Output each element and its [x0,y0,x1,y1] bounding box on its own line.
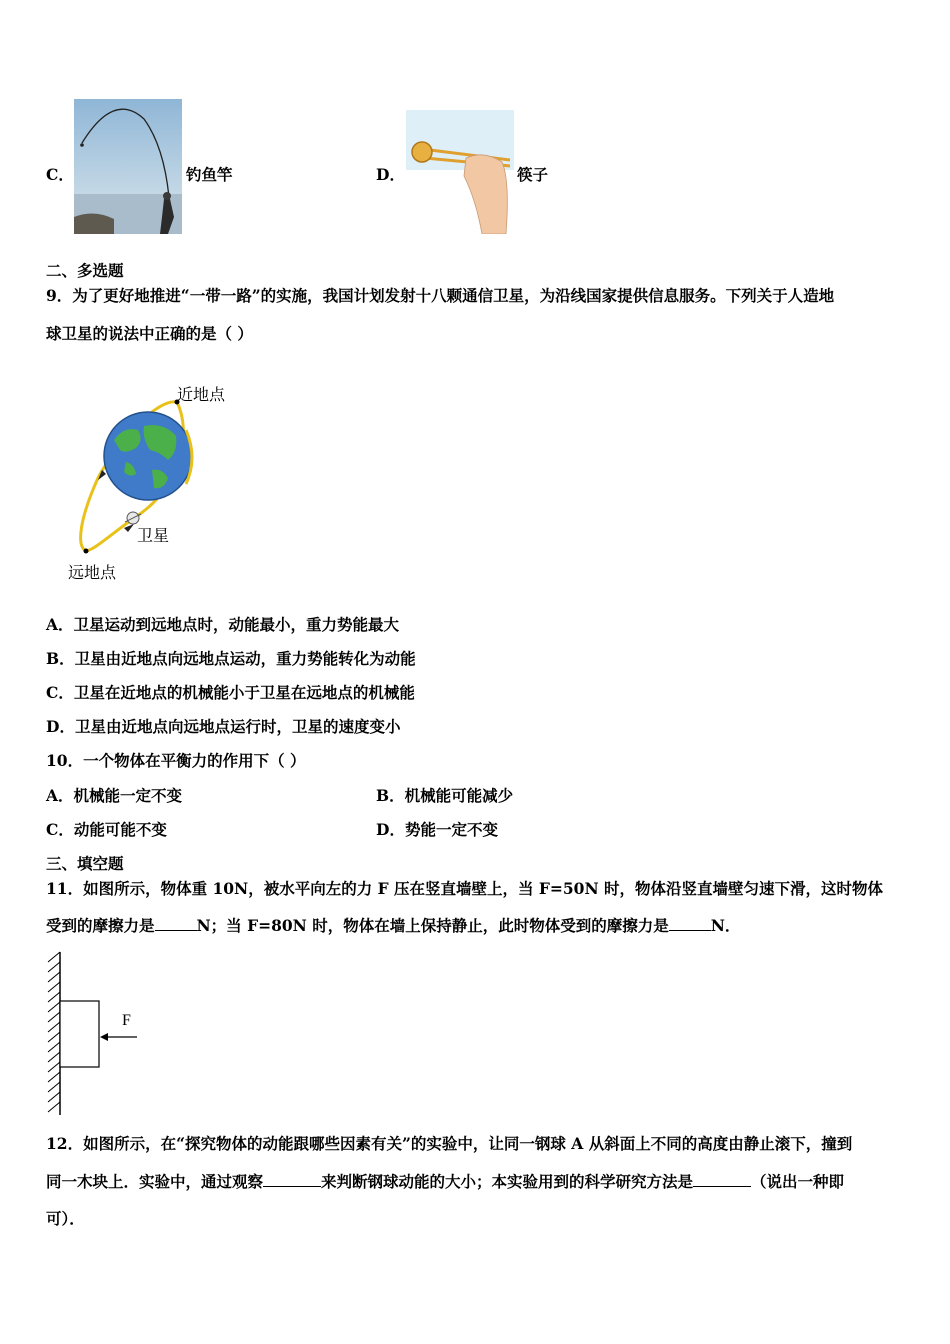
q10-option-c[interactable] [46,820,167,840]
q11-text-b: N；当 F=80N 时，物体在墙上保持静止，此时物体受到的摩擦力是 [196,916,669,935]
q11-blank-2[interactable] [669,916,711,931]
q10-option-a[interactable] [46,786,182,806]
option-c-caption: 钓鱼竿 [186,165,233,184]
satellite-label: 卫星 [137,526,170,545]
q12-text-a: 同一木块上．实验中，通过观察 [46,1172,264,1191]
q12-blank-1[interactable] [263,1172,321,1187]
q10-option-d-text: 势能一定不变 [404,820,498,839]
chopsticks-photo [406,110,514,234]
perigee-label: 近地点 [177,385,226,404]
force-f-label: F [122,1012,131,1029]
q11-text-a: 受到的摩擦力是 [46,916,155,935]
q11-text-c: N． [710,916,741,935]
fishing-rod-photo [74,99,182,234]
q9-option-c-text: 卫星在近地点的机械能小于卫星在远地点的机械能 [73,683,415,702]
q9-option-c[interactable] [46,683,415,703]
option-d-letter: D． [376,165,405,184]
q9-stem-line2: 球卫星的说法中正确的是（ ） [46,324,253,343]
q9-option-d[interactable] [46,717,400,737]
section-title-multiple-choice: 二、多选题 [46,261,124,280]
q12-stem-line1: 12．如图所示，在“探究物体的动能跟哪些因素有关”的实验中，让同一钢球 A 从斜面上不同的高度由静止滚下，撞到 [46,1134,853,1153]
q9-option-c-letter: C． [46,683,74,702]
wall-block-diagram [40,950,150,1120]
q9-option-a-text: 卫星运动到远地点时，动能最小，重力势能最大 [73,615,400,634]
q10-option-a-text: 机械能一定不变 [73,786,183,805]
satellite-orbit-diagram [64,378,244,583]
q11-stem-line1: 11．如图所示，物体重 10N，被水平向左的力 F 压在竖直墙壁上，当 F=50N 时，物体沿竖直墙壁匀速下滑，这时物体 [46,879,884,898]
q12-stem-line2 [46,1172,844,1192]
q10-option-b-letter: B． [376,786,405,805]
q9-option-b[interactable] [46,649,416,669]
q9-option-b-letter: B． [46,649,75,668]
q9-option-a-letter: A． [46,615,74,634]
q12-stem-line3: 可）． [46,1209,85,1228]
q9-option-a[interactable] [46,615,399,635]
q12-blank-2[interactable] [693,1172,751,1187]
q12-text-b: 来判断钢球动能的大小；本实验用到的科学研究方法是 [321,1172,694,1191]
q11-stem-line2 [46,916,740,936]
q10-option-c-letter: C． [46,820,74,839]
q10-option-c-text: 动能可能不变 [73,820,167,839]
q10-option-b-text: 机械能可能减少 [404,786,514,805]
q10-stem: 10．一个物体在平衡力的作用下（ ） [46,751,306,770]
q9-option-d-letter: D． [46,717,75,736]
q10-option-b[interactable] [376,786,513,806]
q12-text-c: （说出一种即 [751,1172,845,1191]
q9-stem-line1: 9．为了更好地推进“一带一路”的实施，我国计划发射十八颗通信卫星，为沿线国家提供信息服务。下列关于人造地 [46,286,835,305]
q10-option-d[interactable] [376,820,498,840]
q10-option-d-letter: D． [376,820,405,839]
q9-option-d-text: 卫星由近地点向远地点运行时，卫星的速度变小 [74,717,401,736]
option-c-letter: C． [46,165,74,184]
apogee-label: 远地点 [68,563,117,582]
q9-option-b-text: 卫星由近地点向远地点运动，重力势能转化为动能 [74,649,416,668]
option-d-caption: 筷子 [517,165,549,184]
q10-option-a-letter: A． [46,786,74,805]
section-title-fill-in: 三、填空题 [46,854,124,873]
q11-blank-1[interactable] [155,916,197,931]
